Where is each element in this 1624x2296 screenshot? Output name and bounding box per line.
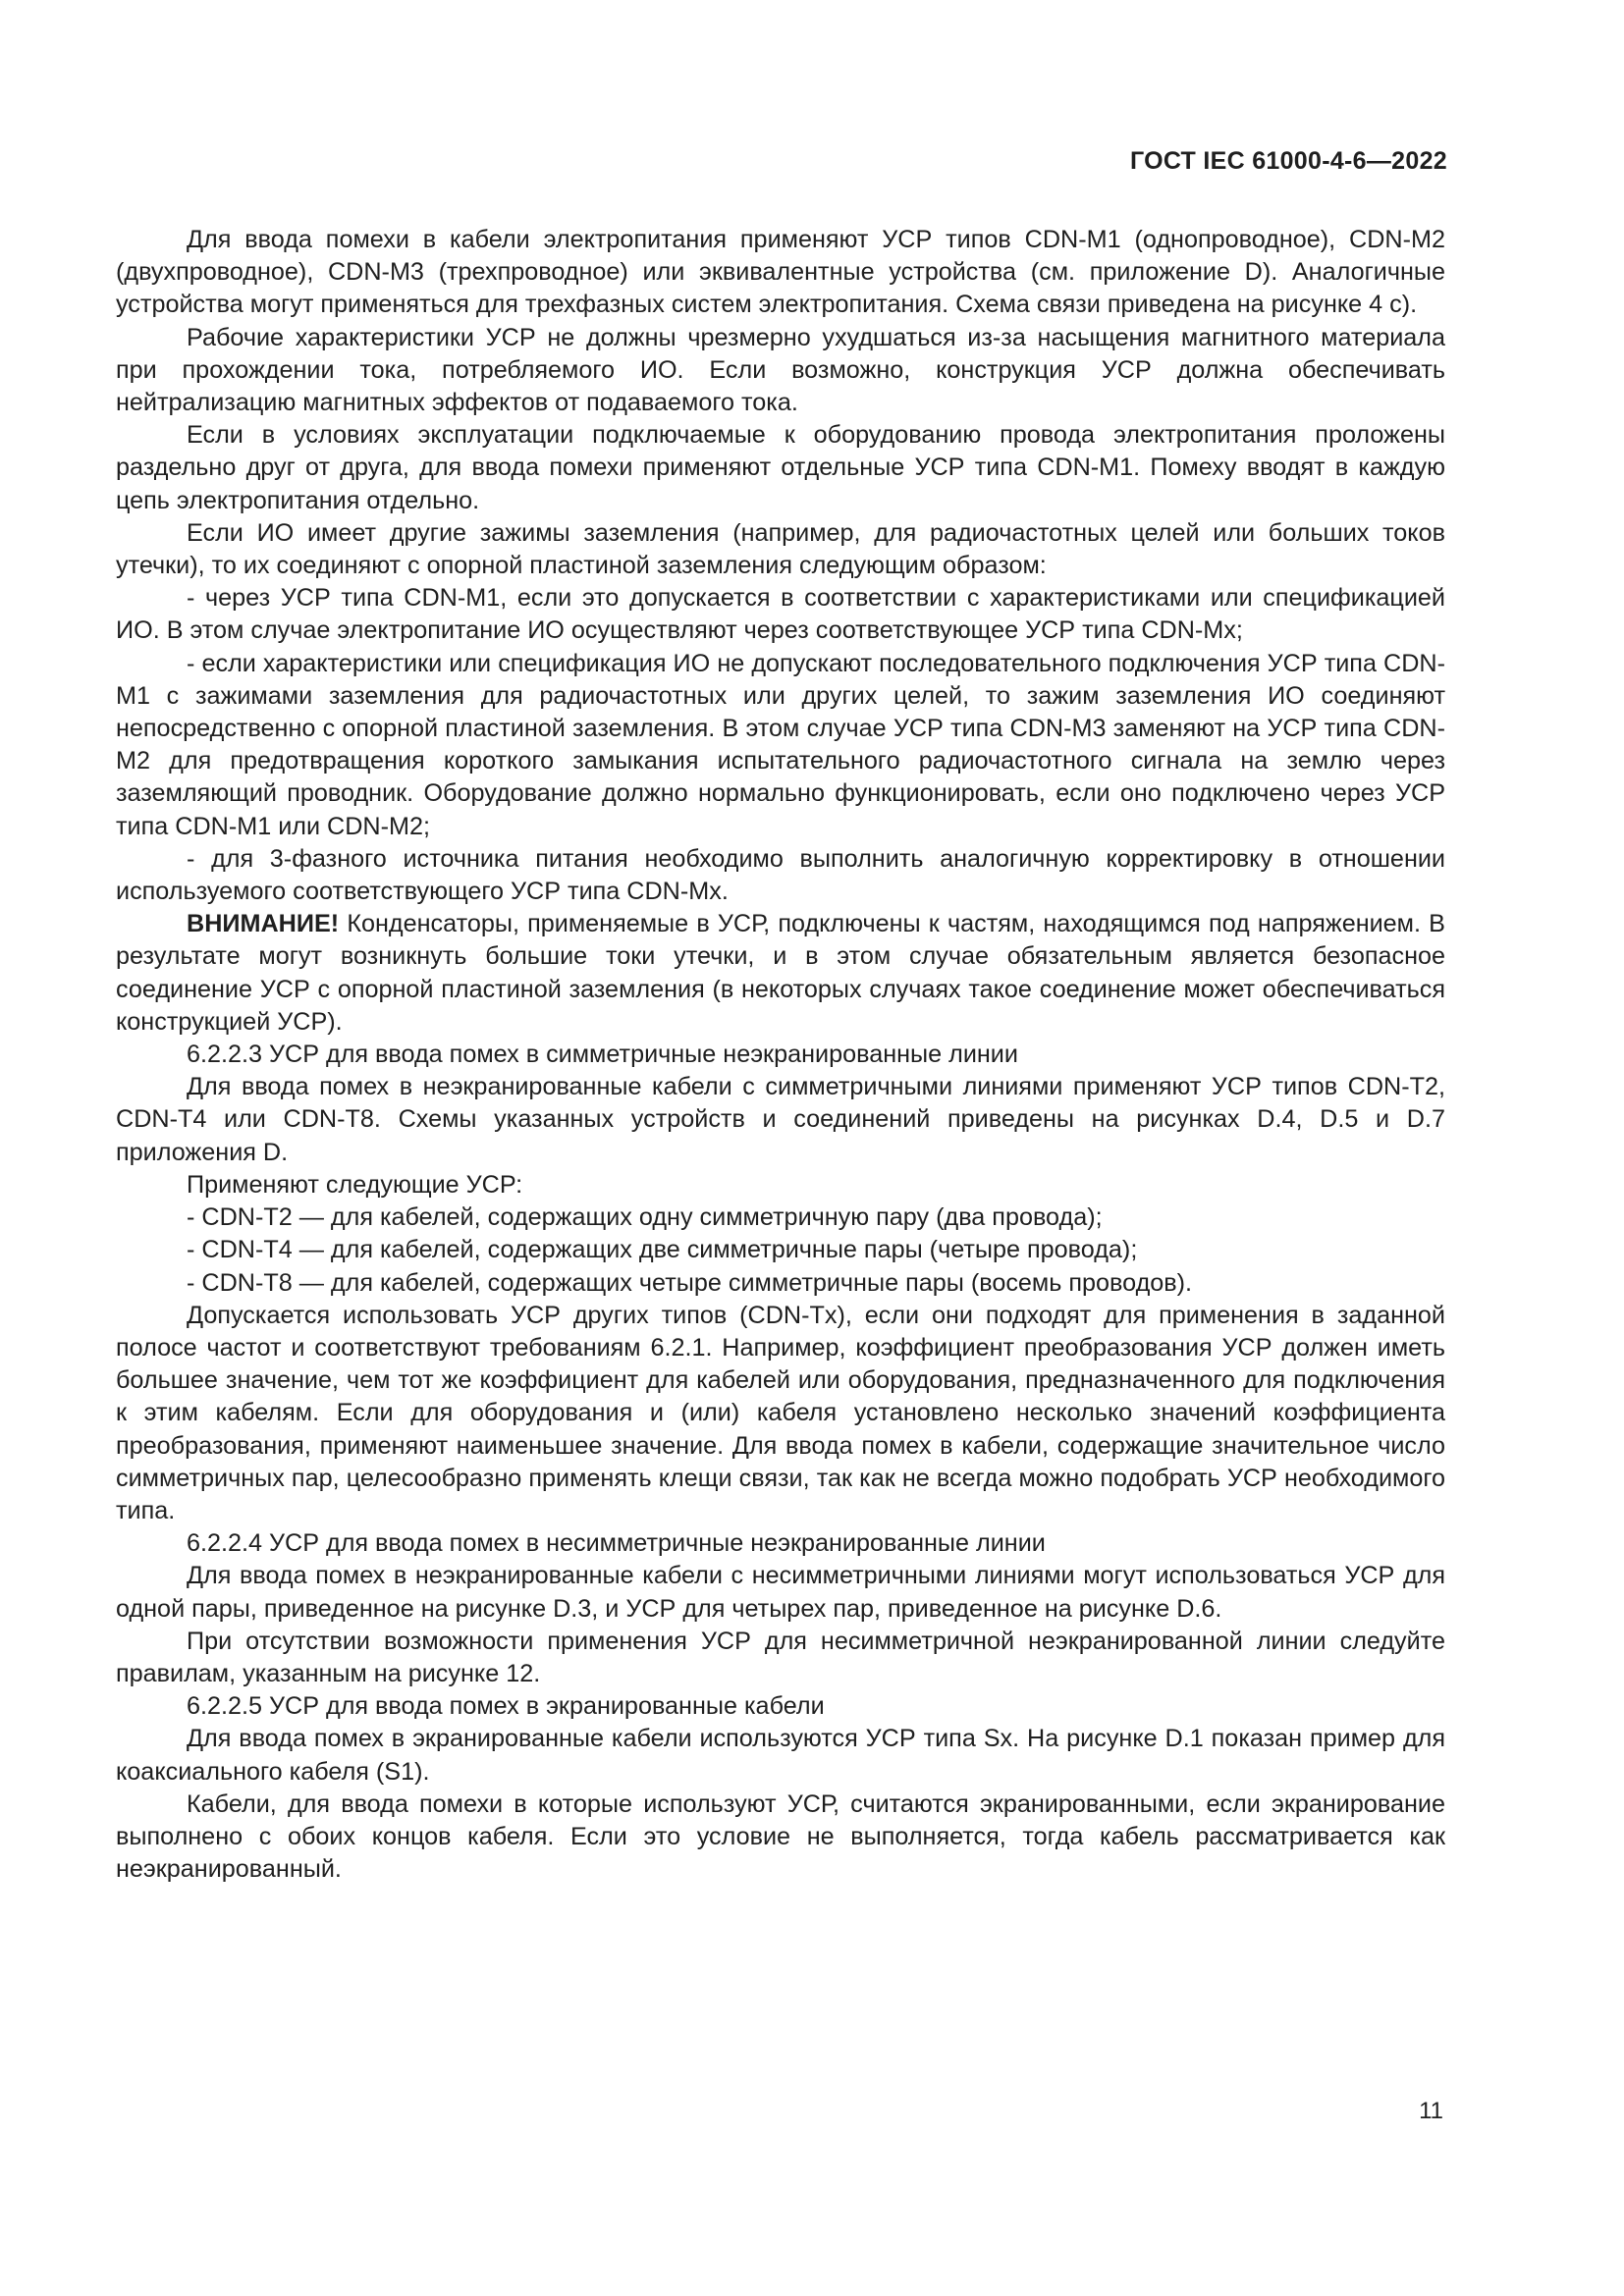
list-item: - если характеристики или спецификация ИО не допускают последовательного подключения УСР типа CDN-M1 с зажимами заземления для радиочастотных или других целей, то зажим заземления ИО соединяют непосредственно с опорной пластиной заземления. В этом случае УСР типа CDN-M3 заменяют на УСР типа CDN-M2 для предотвращения короткого замыкания испытательного радиочастотного сигнала на землю через заземляющий проводник. Оборудование должно нормально функционировать, если оно подключено через УСР типа CDN-M1 или CDN-M2; xyxy=(116,649,1445,840)
list-item: - для 3-фазного источника питания необходимо выполнить аналогичную корректировку в отношении используемого соответствующего УСР типа CDN-Mx. xyxy=(116,844,1445,906)
section-heading-6-2-2-4: 6.2.2.4 УСР для ввода помех в несимметричные неэкранированные линии xyxy=(187,1529,1046,1558)
list-item: - CDN-T8 — для кабелей, содержащих четыре симметричные пары (восемь проводов). xyxy=(187,1268,1193,1297)
paragraph: Применяют следующие УСР: xyxy=(187,1170,523,1199)
document-body xyxy=(116,224,1445,1886)
paragraph: Для ввода помехи в кабели электропитания применяют УСР типов CDN-M1 (однопроводное), CDN-M2 (двухпроводное), CDN-M3 (трехпроводное) или эквивалентные устройства (см. приложение D). Аналогичные устройства могут применяться для трехфазных систем электропитания. Схема связи приведена на рисунке 4 с). xyxy=(116,226,1445,319)
section-heading-6-2-2-3: 6.2.2.3 УСР для ввода помех в симметричные неэкранированные линии xyxy=(187,1041,1018,1069)
paragraph: При отсутствии возможности применения УСР для несимметричной неэкранированной линии следуйте правилам, указанным на рисунке 12. xyxy=(116,1627,1445,1687)
paragraph: Рабочие характеристики УСР не должны чрезмерно ухудшаться из-за насыщения магнитного материала при прохождении тока, потребляемого ИО. Если возможно, конструкция УСР должна обеспечивать нейтрализацию магнитных эффектов от подаваемого тока. xyxy=(116,323,1445,417)
paragraph: Для ввода помех в неэкранированные кабели с несимметричными линиями могут использоваться УСР для одной пары, приведенное на рисунке D.3, и УСР для четырех пар, приведенное на рисунке D.6. xyxy=(116,1562,1445,1623)
list-item: - через УСР типа CDN-M1, если это допускается в соответствии с характеристиками или спецификацией ИО. В этом случае электропитание ИО осуществляют через соответствующее УСР типа CDN-Mx; xyxy=(116,584,1445,645)
warning-label: ВНИМАНИЕ! xyxy=(187,910,340,938)
document-header: ГОСТ IEC 61000-4-6—2022 xyxy=(1129,147,1447,175)
section-heading-6-2-2-5: 6.2.2.5 УСР для ввода помех в экранированные кабели xyxy=(187,1692,825,1721)
list-item: - CDN-T4 — для кабелей, содержащих две симметричные пары (четыре провода); xyxy=(187,1236,1138,1264)
warning-paragraph xyxy=(116,908,1445,1039)
paragraph: Для ввода помех в экранированные кабели используются УСР типа Sx. На рисунке D.1 показан пример для коаксиального кабеля (S1). xyxy=(116,1725,1445,1786)
paragraph: Кабели, для ввода помехи в которые используют УСР, считаются экранированными, если экранирование выполнено с обоих концов кабеля. Если это условие не выполняется, тогда кабель рассматривается как неэкранированный. xyxy=(116,1789,1445,1884)
warning-text: Конденсаторы, применяемые в УСР, подключены к частям, находящимся под напряжением. В результате могут возникнуть большие токи утечки, и в этом случае обязательным является безопасное соединение УСР с опорной пластиной заземления (в некоторых случаях такое соединение может обеспечиваться конструкцией УСР). xyxy=(116,910,1445,1036)
paragraph: Допускается использовать УСР других типов (CDN-Tx), если они подходят для применения в заданной полосе частот и соответствуют требованиям 6.2.1. Например, коэффициент преобразования УСР должен иметь большее значение, чем тот же коэффициент для кабелей или оборудования, предназначенного для подключения к этим кабелям. Если для оборудования и (или) кабеля установлено несколько значений коэффициента преобразования, применяют наименьшее значение. Для ввода помех в кабели, содержащие значительное число симметричных пар, целесообразно применять клещи связи, так как не всегда можно подобрать УСР необходимого типа. xyxy=(116,1301,1445,1524)
paragraph: Если в условиях эксплуатации подключаемые к оборудованию провода электропитания проложены раздельно друг от друга, для ввода помехи применяют отдельные УСР типа CDN-M1. Помеху вводят в каждую цепь электропитания отдельно. xyxy=(116,421,1445,514)
list-item: - CDN-T2 — для кабелей, содержащих одну симметричную пару (два провода); xyxy=(187,1203,1103,1232)
paragraph: Для ввода помех в неэкранированные кабели с симметричными линиями применяют УСР типов CDN-T2, CDN-T4 или CDN-T8. Схемы указанных устройств и соединений приведены на рисунках D.4, D.5 и D.7 приложения D. xyxy=(116,1073,1445,1166)
paragraph: Если ИО имеет другие зажимы заземления (например, для радиочастотных целей или больших токов утечки), то их соединяют с опорной пластиной заземления следующим образом: xyxy=(116,518,1445,580)
page-number: 11 xyxy=(1419,2098,1443,2124)
